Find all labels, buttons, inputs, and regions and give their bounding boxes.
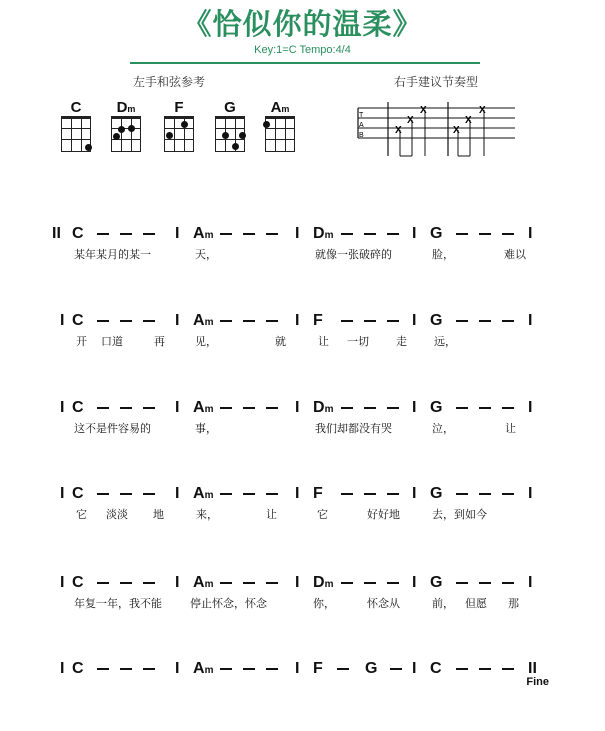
score-line-4 bbox=[0, 486, 605, 556]
score-line-2 bbox=[0, 313, 605, 383]
chord: G bbox=[430, 574, 443, 591]
right-hand-caption: 右手建议节奏型 bbox=[394, 75, 479, 89]
bar-line: I bbox=[412, 574, 417, 591]
lyric: 这不是件容易的 bbox=[74, 423, 151, 435]
bar-line: I bbox=[295, 312, 300, 329]
finger-dot bbox=[239, 132, 246, 139]
bar-line: I bbox=[528, 225, 533, 242]
lyric: 口道 bbox=[101, 336, 123, 348]
key-tempo: Key:1=C Tempo:4/4 bbox=[254, 44, 351, 56]
fretboard bbox=[265, 116, 295, 152]
bar-line: I bbox=[412, 312, 417, 329]
bar-line: I bbox=[60, 574, 65, 591]
fretboard bbox=[61, 116, 91, 152]
chord: Dm bbox=[313, 225, 334, 242]
left-hand-caption: 左手和弦参考 bbox=[133, 75, 206, 89]
lyric: 那 bbox=[508, 598, 519, 610]
lyric: 开 bbox=[76, 336, 87, 348]
lyric: 事， bbox=[195, 423, 217, 435]
lyric: 停止怀念，怀念 bbox=[190, 598, 267, 610]
title-divider bbox=[130, 62, 480, 64]
song-title: 《恰似你的温柔》 bbox=[182, 7, 423, 41]
bar-line: I bbox=[295, 485, 300, 502]
chord: C bbox=[430, 660, 442, 677]
lyric: 地 bbox=[153, 509, 164, 521]
finger-dot bbox=[166, 132, 173, 139]
lyric: 难以 bbox=[504, 249, 526, 261]
bar-line: I bbox=[60, 485, 65, 502]
chord: F bbox=[313, 660, 323, 677]
lyric: 泣， bbox=[432, 423, 454, 435]
chord-diagram-name: G bbox=[224, 99, 236, 116]
finger-dot bbox=[113, 133, 120, 140]
lyric: 前， bbox=[432, 598, 454, 610]
chord: C bbox=[72, 225, 84, 242]
chord: F bbox=[313, 312, 323, 329]
chord-diagram-name: F bbox=[174, 99, 184, 116]
lyric: 让 bbox=[266, 509, 277, 521]
chord-diagram-name: Am bbox=[270, 99, 290, 116]
fretboard bbox=[111, 116, 141, 152]
chord: Dm bbox=[313, 399, 334, 416]
lyric: 淡淡 bbox=[106, 509, 128, 521]
chord: Am bbox=[193, 225, 214, 242]
finger-dot bbox=[85, 144, 92, 151]
bar-line: I bbox=[175, 660, 180, 677]
finger-dot bbox=[263, 121, 270, 128]
fine-mark: Fine bbox=[526, 676, 549, 688]
chord: C bbox=[72, 574, 84, 591]
lyric: 就像一张破碎的 bbox=[315, 249, 392, 261]
bar-line: I bbox=[412, 399, 417, 416]
bar-line: I bbox=[175, 225, 180, 242]
bar-line: I bbox=[528, 574, 533, 591]
strum-mark: X bbox=[395, 125, 402, 136]
lyric: 好好地 bbox=[367, 509, 400, 521]
chord: Am bbox=[193, 485, 214, 502]
rhythm-pattern-tab bbox=[350, 100, 520, 162]
lyric: 远， bbox=[434, 336, 456, 348]
chord: Am bbox=[193, 312, 214, 329]
lyric: 它 bbox=[317, 509, 328, 521]
score-line-5 bbox=[0, 575, 605, 645]
bar-line: I bbox=[295, 574, 300, 591]
lyric: 再 bbox=[154, 336, 165, 348]
chord: G bbox=[430, 225, 443, 242]
chord: Dm bbox=[313, 574, 334, 591]
finger-dot bbox=[232, 143, 239, 150]
chord: Am bbox=[193, 574, 214, 591]
chord-diagram-g bbox=[212, 101, 248, 157]
chord-diagram-dm bbox=[108, 101, 144, 157]
strum-mark: X bbox=[453, 125, 460, 136]
chord-diagram-name: Dm bbox=[116, 99, 136, 116]
lyric: 走 bbox=[396, 336, 407, 348]
chord-diagram-name: C bbox=[70, 99, 82, 116]
chord: G bbox=[430, 485, 443, 502]
finger-dot bbox=[118, 126, 125, 133]
start-repeat-bar: II bbox=[52, 225, 61, 242]
bar-line: I bbox=[175, 485, 180, 502]
bar-line: I bbox=[175, 312, 180, 329]
lyric: 见， bbox=[195, 336, 217, 348]
strum-mark: X bbox=[465, 115, 472, 126]
chord: Am bbox=[193, 399, 214, 416]
bar-line: I bbox=[175, 574, 180, 591]
lyric: 但愿 bbox=[465, 598, 487, 610]
score-line-6 bbox=[0, 661, 605, 731]
tab-string-a: A bbox=[359, 122, 364, 129]
lyric: 让 bbox=[318, 336, 329, 348]
bar-line: I bbox=[528, 312, 533, 329]
fretboard bbox=[215, 116, 245, 152]
finger-dot bbox=[128, 125, 135, 132]
bar-line: I bbox=[60, 399, 65, 416]
bar-line: I bbox=[60, 312, 65, 329]
bar-line: I bbox=[175, 399, 180, 416]
score-line-1 bbox=[0, 226, 605, 296]
finger-dot bbox=[181, 121, 188, 128]
tab-string-b: B bbox=[359, 132, 364, 139]
score-line-3 bbox=[0, 400, 605, 470]
bar-line: I bbox=[60, 660, 65, 677]
chord: G bbox=[430, 312, 443, 329]
chord: C bbox=[72, 660, 84, 677]
bar-line: I bbox=[295, 399, 300, 416]
lyric: 我们却都没有哭 bbox=[315, 423, 392, 435]
bar-line: I bbox=[295, 225, 300, 242]
bar-line: I bbox=[295, 660, 300, 677]
lyric: 天， bbox=[195, 249, 217, 261]
fretboard bbox=[164, 116, 194, 152]
lyric: 让 bbox=[505, 423, 516, 435]
chord: G bbox=[365, 660, 378, 677]
lyric: 一切 bbox=[347, 336, 369, 348]
lyric: 年复一年，我不能 bbox=[74, 598, 162, 610]
chord: C bbox=[72, 312, 84, 329]
chord-diagram-c bbox=[58, 101, 94, 157]
chord: C bbox=[72, 485, 84, 502]
lyric: 来， bbox=[196, 509, 218, 521]
chord: G bbox=[430, 399, 443, 416]
strum-mark: X bbox=[407, 115, 414, 126]
strum-mark: X bbox=[479, 105, 486, 116]
lyric: 你， bbox=[313, 598, 335, 610]
chord-diagram-am bbox=[262, 101, 298, 157]
bar-line: I bbox=[412, 660, 417, 677]
end-bar: II bbox=[528, 660, 537, 677]
chord-diagram-f bbox=[161, 101, 197, 157]
finger-dot bbox=[222, 132, 229, 139]
lyric: 去，到如今 bbox=[432, 509, 487, 521]
strum-mark: X bbox=[420, 105, 427, 116]
lyric: 某年某月的某一 bbox=[74, 249, 151, 261]
lyric: 就 bbox=[275, 336, 286, 348]
bar-line: I bbox=[528, 399, 533, 416]
lyric: 脸， bbox=[432, 249, 454, 261]
bar-line: I bbox=[528, 485, 533, 502]
tab-string-t: T bbox=[359, 112, 364, 119]
chord: Am bbox=[193, 660, 214, 677]
bar-line: I bbox=[412, 225, 417, 242]
chord: F bbox=[313, 485, 323, 502]
bar-line: I bbox=[412, 485, 417, 502]
lyric: 怀念从 bbox=[367, 598, 400, 610]
chord: C bbox=[72, 399, 84, 416]
lyric: 它 bbox=[76, 509, 87, 521]
